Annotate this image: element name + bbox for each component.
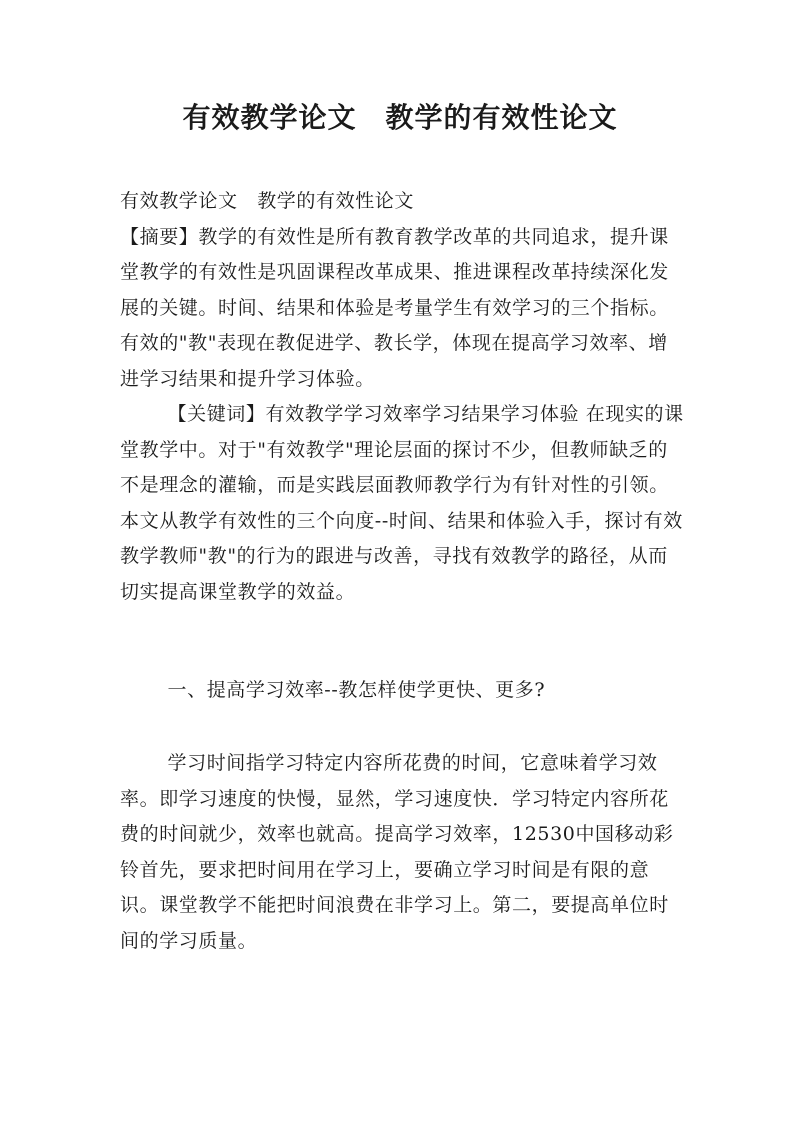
document-subtitle: 有效教学论文 教学的有效性论文 [120, 190, 415, 212]
section-heading-block [120, 673, 685, 709]
section-paragraph: 学习时间指学习特定内容所花费的时间，它意味着学习效率。即学习速度的快慢，显然，学习速度快．学习特定内容所花费的时间就少，效率也就高。提高学习效率，12530中国移动彩铃首先，要求把时间用在学习上，要确立学习时间是有限的意识。课堂教学不能把时间浪费在非学习上。第二，要提高单位时间的学习质量。 [120, 752, 674, 952]
keywords-paragraph: 【关键词】有效教学学习效率学习结果学习体验 在现实的课堂教学中。对于"有效教学"理论层面的探讨不少，但教师缺乏的不是理念的灌输，而是实践层面教师教学行为有针对性的引领。本文从教学有效性的三个向度--时间、结果和体验入手，探讨有效教学教师"教"的行为的跟进与改善，寻找有效教学的路径，从而切实提高课堂教学的效益。 [120, 403, 684, 603]
abstract-paragraph: 【摘要】教学的有效性是所有教育教学改革的共同追求，提升课堂教学的有效性是巩固课程改革成果、推进课程改革持续深化发展的关键。时间、结果和体验是考量学生有效学习的三个指标。有效的"教"表现在教促进学、教长学，体现在提高学习效率、增进学习结果和提升学习体验。 [120, 225, 669, 390]
document-title: 有效教学论文 教学的有效性论文 [182, 101, 618, 134]
intro-block [120, 184, 685, 610]
section-heading: 一、提高学习效率--教怎样使学更快、更多? [167, 679, 546, 701]
section-body-block [120, 746, 685, 959]
